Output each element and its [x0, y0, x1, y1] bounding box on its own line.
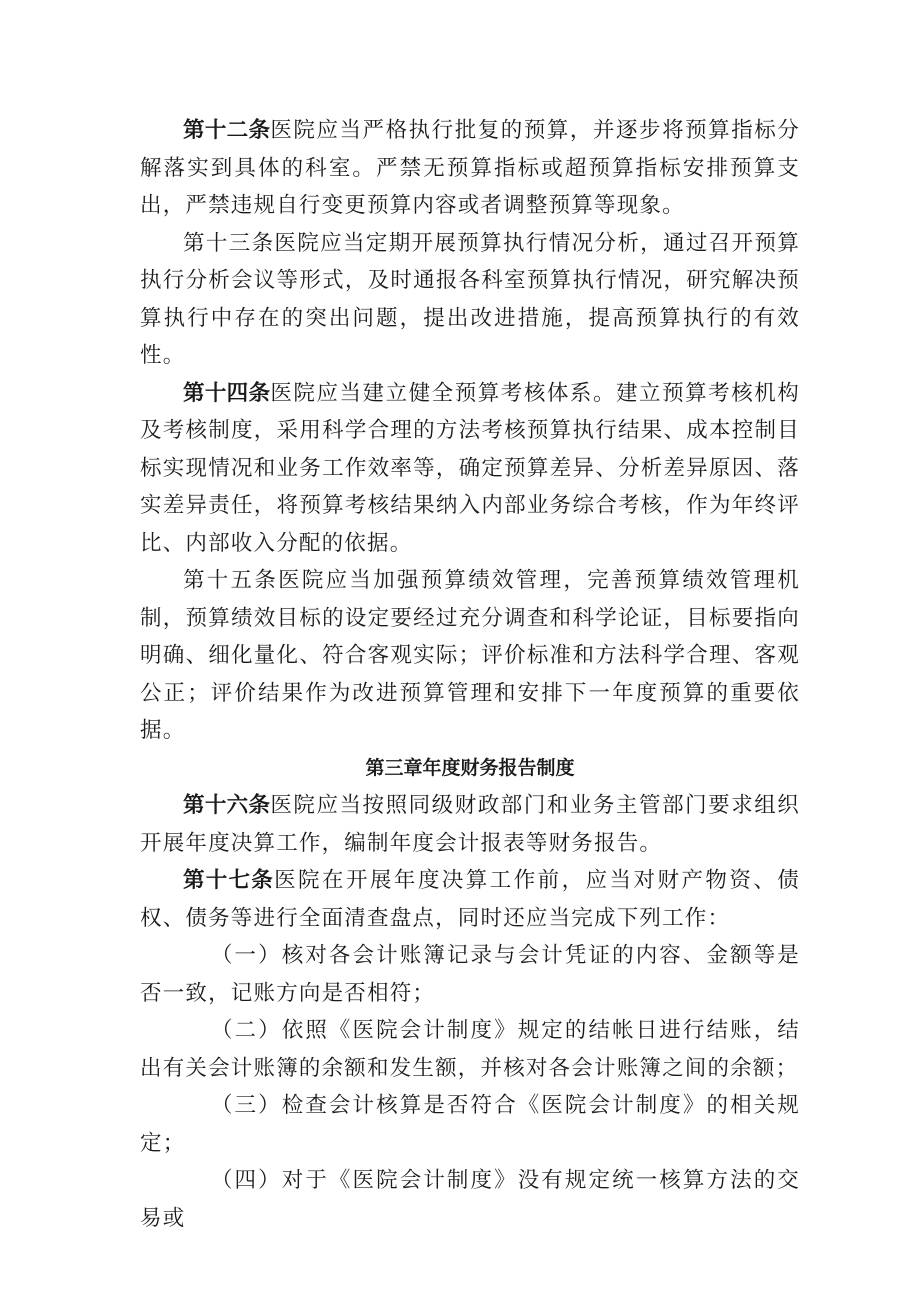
- list-item-3: （三）检查会计核算是否符合《医院会计制度》的相关规定；: [140, 1093, 800, 1156]
- article-14: [140, 375, 800, 563]
- article-16: [140, 787, 800, 862]
- article-number: 第十二条: [183, 118, 271, 143]
- article-15: [140, 562, 800, 750]
- article-number: 第十四条: [183, 380, 271, 406]
- article-text: 医院应当按照同级财政部门和业务主管部门要求组织开展年度决算工作，编制年度会计报表等财务报告。: [140, 793, 800, 856]
- article-number: 第十六条: [183, 793, 271, 818]
- document-page: [140, 112, 800, 1237]
- list-item-4: （四）对于《医院会计制度》没有规定统一核算方法的交易或: [140, 1168, 800, 1231]
- article-13: [140, 225, 800, 375]
- article-text: 第十五条医院应当加强预算绩效管理，完善预算绩效管理机制，预算绩效目标的设定要经过充分调查和科学论证，目标要指向明确、细化量化、符合客观实际；评价标准和方法科学合理、客观公正；评价结果作为改进预算管理和安排下一年度预算的重要依据。: [140, 568, 800, 743]
- article-number: 第十七条: [183, 868, 275, 893]
- article-12: [140, 112, 800, 225]
- article-text: 医院应当建立健全预算考核体系。建立预算考核机构及考核制度，采用科学合理的方法考核预算执行结果、成本控制目标实现情况和业务工作效率等，确定预算差异、分析差异原因、落实差异责任，将预算考核结果纳入内部业务综合考核，作为年终评比、内部收入分配的依据。: [140, 380, 800, 556]
- article-text: 第十三条医院应当定期开展预算执行情况分析，通过召开预算执行分析会议等形式，及时通报各科室预算执行情况，研究解决预算执行中存在的突出问题，提出改进措施，提高预算执行的有效性。: [140, 230, 800, 368]
- list-item-2: （二）依照《医院会计制度》规定的结帐日进行结账，结出有关会计账簿的余额和发生额，并核对各会计账簿之间的余额；: [140, 1018, 800, 1081]
- chapter-title: 第三章年度财务报告制度: [365, 756, 575, 779]
- article-text: 医院在开展年度决算工作前，应当对财产物资、债权、债务等进行全面清查盘点，同时还应当完成下列工作：: [140, 868, 800, 931]
- article-text: 医院应当严格执行批复的预算，并逐步将预算指标分解落实到具体的科室。严禁无预算指标或超预算指标安排预算支出，严禁违规自行变更预算内容或者调整预算等现象。: [140, 118, 800, 218]
- article-17: [140, 862, 800, 937]
- list-item-1: （一）核对各会计账簿记录与会计凭证的内容、金额等是否一致，记账方向是否相符；: [140, 943, 800, 1006]
